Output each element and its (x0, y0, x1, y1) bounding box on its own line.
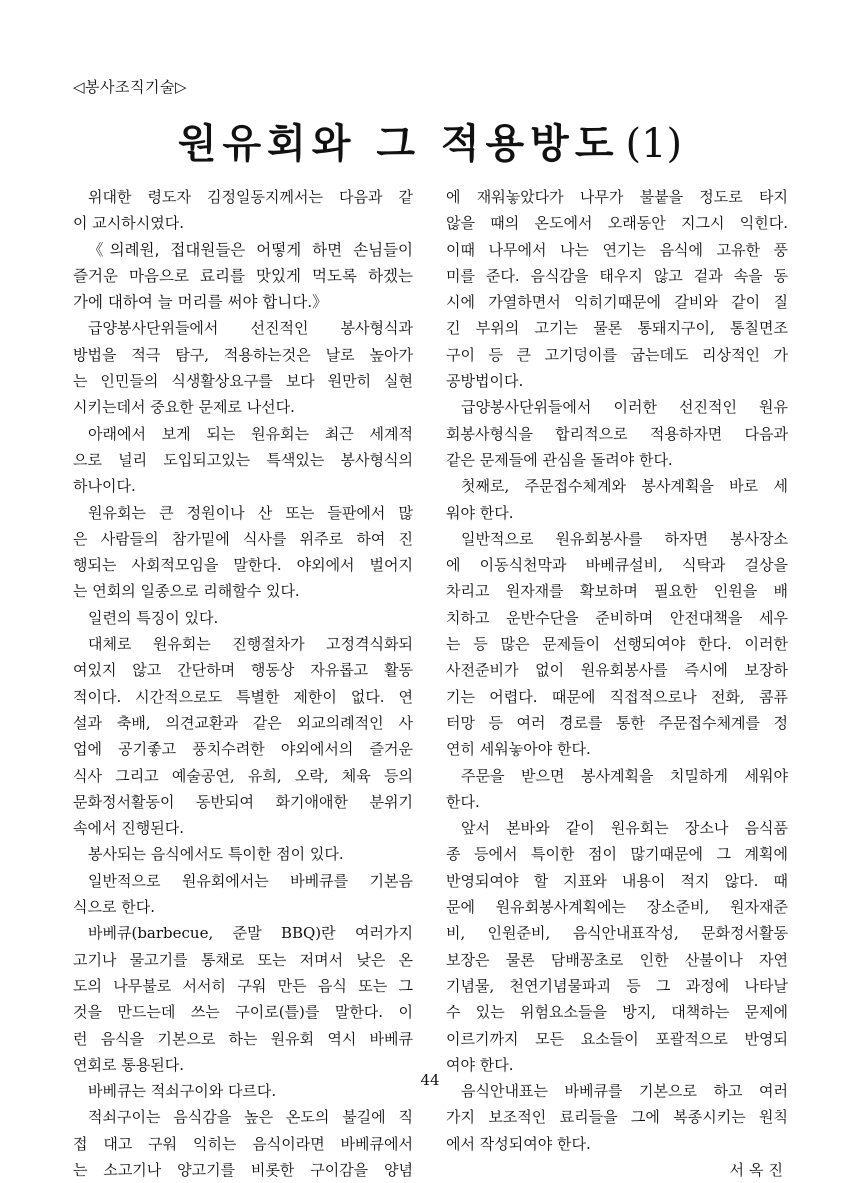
text-line: 문화정서활동이 동반되여 화기애애한 분위기 (73, 792, 413, 811)
right-column (446, 184, 788, 1183)
text-line: 급양봉사단위들에서 선진적인 봉사형식과 (88, 319, 413, 338)
text-line: 원유회는 큰 정원이나 산 또는 들판에서 많 (88, 503, 413, 522)
title-text: 원유회와 그 적용방도 (177, 121, 620, 167)
text-line: 이 교시하시였다. (73, 214, 184, 233)
text-line: 방법을 적극 탐구, 적용하는것은 날로 높아가 (73, 345, 413, 364)
quote-line: 즐거운 마음으로 료리를 맛있게 먹도록 하겠는 (73, 266, 413, 285)
text-line: 가지 보조적인 료리들을 그에 복종시키는 원칙 (446, 1108, 788, 1127)
text-line: 는 소고기나 양고기를 비롯한 구이감을 양념 (73, 1160, 413, 1179)
text-line: 음식안내표는 바베큐를 기본으로 하고 여러 (461, 1082, 788, 1101)
text-line: 수 있는 위험요소들을 방지, 대책하는 문제에 (446, 1003, 788, 1022)
text-line: 일반적으로 원유회에서는 바베큐를 기본음 (88, 871, 413, 890)
text-line: 으로 널리 도입되고있는 특색있는 봉사형식의 (73, 450, 413, 469)
text-line: 식으로 한다. (73, 898, 155, 917)
text-line: 위대한 령도자 김정일동지께서는 다음과 같 (88, 188, 413, 206)
text-line: 접 대고 구워 익히는 음식이라면 바베큐에서 (73, 1134, 413, 1153)
text-line: 에서 작성되여야 한다. (446, 1134, 591, 1153)
text-line: 대체로 원유회는 진행절차가 고정격식화되 (88, 635, 413, 654)
quote-line: 《의례원, 접대원들은 어떻게 하면 손님들이 (88, 240, 413, 259)
text-line: 봉사되는 음식에서도 특이한 점이 있다. (88, 845, 344, 864)
text-line: 같은 문제들에 관심을 돌려야 한다. (446, 450, 673, 469)
text-line: 업에 공기좋고 풍치수려한 야외에서의 즐거운 (73, 740, 413, 759)
text-line: 급양봉사단위들에서 이러한 선진적인 원유 (461, 398, 788, 417)
author-name: 서옥진 (729, 1160, 788, 1179)
text-line: 미를 준다. 음식감을 태우지 않고 겉과 속을 동 (446, 266, 788, 285)
text-line: 사전준비가 없이 원유회봉사를 즉시에 보장하 (446, 661, 788, 680)
text-line: 기는 어렵다. 때문에 직접적으로나 전화, 콤퓨 (446, 687, 788, 706)
text-line: 연히 세워놓아야 한다. (446, 740, 591, 759)
text-line: 런 음식을 기본으로 하는 원유회 역시 바베큐 (73, 1029, 413, 1048)
text-line: 앞서 본바와 같이 원유회는 장소나 음식품 (461, 819, 788, 838)
text-line: 구이 등 큰 고기덩이를 굽는데도 리상적인 가 (446, 345, 788, 364)
text-line: 보장은 물론 담배꽁초로 인한 산불이나 자연 (446, 950, 788, 969)
text-line: 한다. (446, 792, 480, 811)
text-line: 는 인민들의 식생활상요구를 보다 원만히 실현 (73, 372, 413, 391)
text-line: 종 등에서 특이한 점이 많기때문에 그 계획에 (446, 845, 788, 864)
text-line: 적이다. 시간적으로도 특별한 제한이 없다. 연 (73, 687, 413, 706)
text-line: 않을 때의 온도에서 오래동안 지그시 익힌다. (446, 214, 788, 233)
text-line: 치하고 운반수단을 준비하며 안전대책을 세우 (446, 608, 788, 627)
text-line: 고기나 물고기를 통채로 또는 저며서 낮은 온 (73, 950, 413, 969)
text-line: 시에 가열하면서 익히기때문에 갈비와 같이 질 (446, 293, 788, 312)
text-line: 도의 나무불로 서서히 구워 만든 음식 또는 그 (73, 976, 413, 995)
text-line: 식사 그리고 예술공연, 유희, 오락, 체육 등의 (73, 766, 413, 785)
text-line: 아래에서 보게 되는 원유회는 최근 세계적 (88, 424, 413, 443)
text-line: 차리고 원자재를 확보하며 필요한 인원을 배 (446, 582, 788, 601)
text-line: 회봉사형식을 합리적으로 적용하자면 다음과 (446, 424, 788, 443)
section-label: ◁봉사조직기술▷ (73, 78, 188, 96)
text-line: 것을 만드는데 쓰는 구이로(틀)를 말한다. 이 (73, 1003, 413, 1022)
text-line: 행되는 사회적모임을 말한다. 야외에서 벌어지 (73, 556, 413, 575)
text-line: 일반적으로 원유회봉사를 하자면 봉사장소 (461, 529, 788, 548)
text-line: 이르기까지 모든 요소들이 포괄적으로 반영되 (446, 1029, 788, 1048)
text-line: 시키는데서 중요한 문제로 나선다. (73, 398, 295, 417)
text-line: 는 연회의 일종으로 리해할수 있다. (73, 582, 300, 601)
text-line: 워야 한다. (446, 503, 514, 522)
text-line: 는 등 많은 문제들이 선행되여야 한다. 이러한 (446, 635, 788, 654)
article-title (0, 112, 860, 169)
page-number: 44 (420, 1071, 440, 1089)
text-line: 긴 부위의 고기는 물론 통돼지구이, 통칠면조 (446, 319, 788, 338)
text-line: 여있지 않고 간단하며 행동상 자유롭고 활동 (73, 661, 413, 680)
text-line: 첫째로, 주문접수체계와 봉사계획을 바로 세 (461, 477, 788, 496)
text-line: 여야 한다. (446, 1055, 514, 1074)
text-line: 비, 인원준비, 음식안내표작성, 문화정서활동 (446, 924, 788, 943)
text-line: 연회로 통용된다. (73, 1055, 184, 1074)
text-line: 에 재워놓았다가 나무가 불붙을 정도로 타지 (446, 188, 788, 206)
text-line: 하나이다. (73, 477, 136, 496)
text-line: 바베큐(barbecue, 준말 BBQ)란 여러가지 (88, 924, 413, 943)
text-line: 터망 등 여러 경로를 통한 주문접수체계를 정 (446, 713, 788, 732)
text-line: 설과 축배, 의견교환과 같은 외교의례적인 사 (73, 713, 413, 732)
quote-line: 가에 대하여 늘 머리를 써야 합니다.》 (73, 293, 328, 312)
text-line: 공방법이다. (446, 372, 524, 391)
title-number: (1) (625, 121, 683, 167)
text-line: 바베큐는 적쇠구이와 다르다. (88, 1082, 277, 1101)
left-column (73, 184, 413, 1183)
text-line: 문에 원유회봉사계획에는 장소준비, 원자재준 (446, 898, 788, 917)
text-line: 은 사람들의 참가밑에 식사를 위주로 하여 진 (73, 529, 413, 548)
text-line: 속에서 진행된다. (73, 819, 184, 838)
text-line: 주문을 받으면 봉사계획을 치밀하게 세워야 (461, 766, 788, 785)
text-line: 기념물, 천연기념물파괴 등 그 과정에 나타날 (446, 976, 788, 995)
text-line: 에 이동식천막과 바베큐설비, 식탁과 걸상을 (446, 556, 788, 575)
text-line: 적쇠구이는 음식감을 높은 온도의 불길에 직 (88, 1108, 413, 1127)
text-line: 반영되여야 할 지표와 내용이 적지 않다. 때 (446, 871, 788, 890)
text-line: 이때 나무에서 나는 연기는 음식에 고유한 풍 (446, 240, 788, 259)
text-line: 일련의 특징이 있다. (88, 608, 219, 627)
